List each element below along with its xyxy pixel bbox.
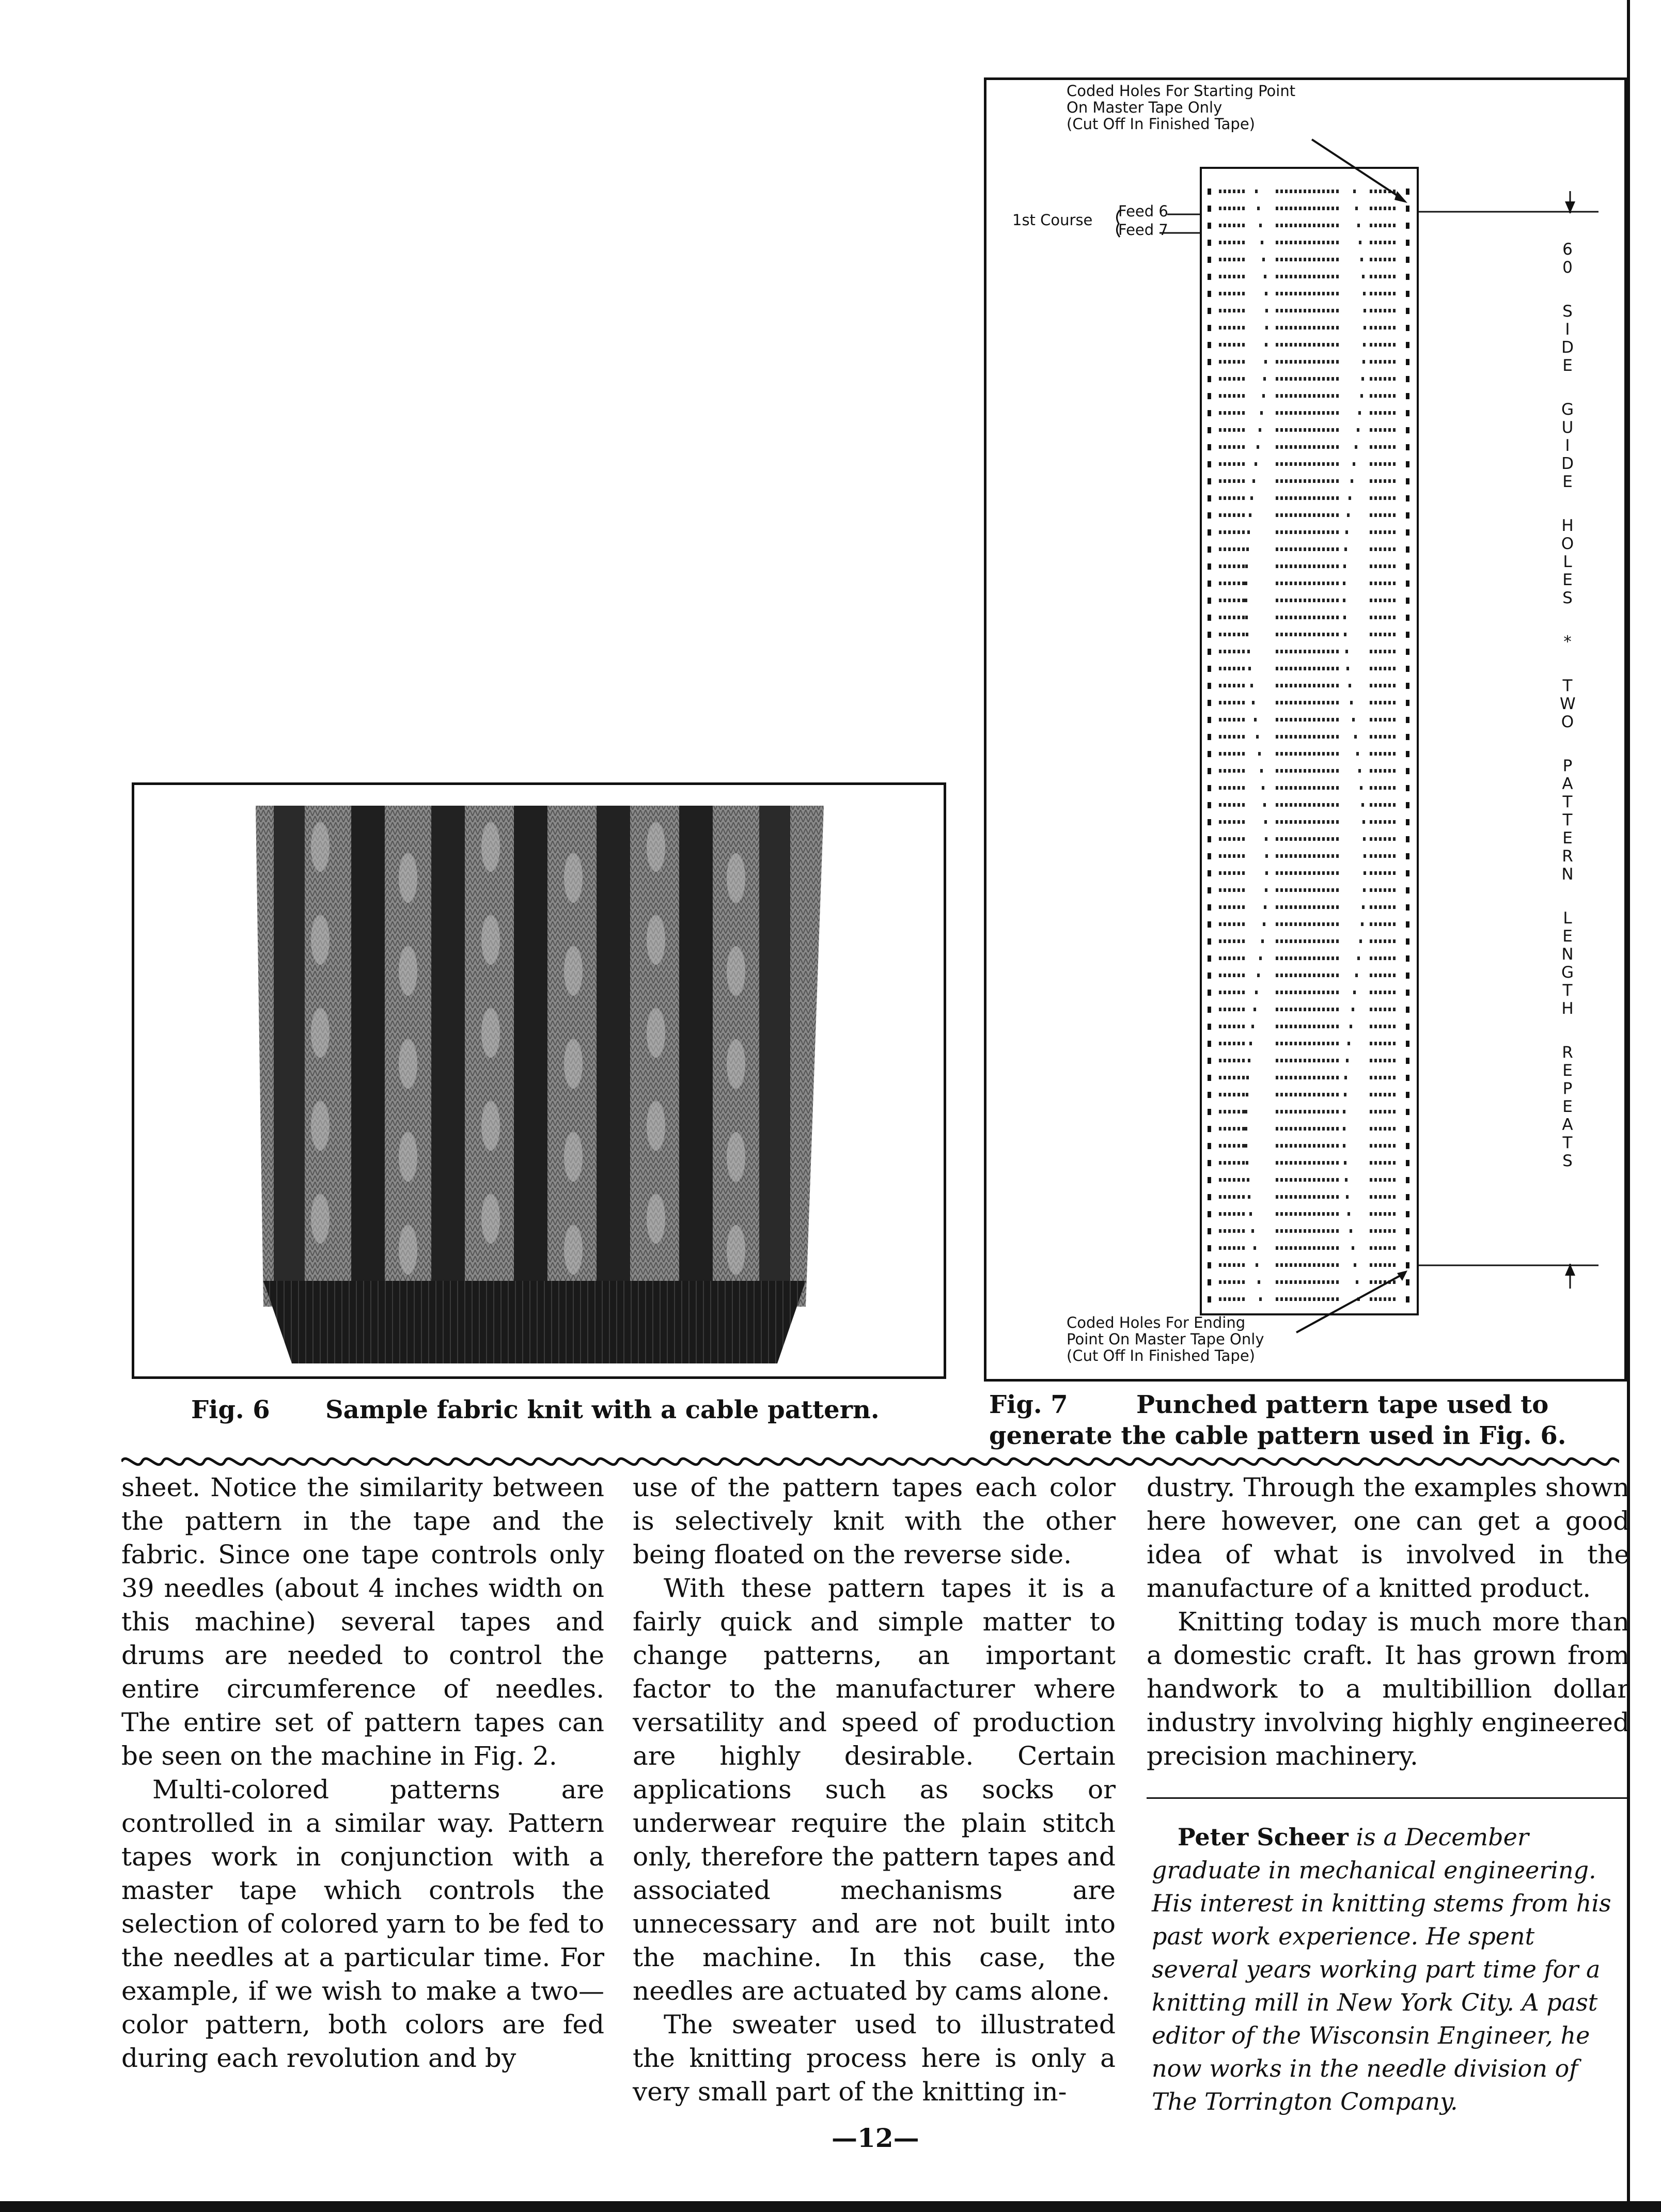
side-text-letter: S: [1562, 1152, 1573, 1170]
side-text-letter: E: [1562, 927, 1573, 946]
bio-divider-rule: [1147, 1797, 1627, 1799]
side-text-letter: I: [1565, 320, 1570, 339]
fig7-caption-line2: generate the cable pattern used in Fig. 6.: [989, 1421, 1566, 1450]
side-text-letter: T: [1562, 811, 1573, 829]
side-text-letter: I: [1565, 436, 1570, 455]
fig7-end-note-line3: (Cut Off In Finished Tape): [1067, 1347, 1255, 1364]
fig6-image-frame: [132, 782, 946, 1379]
author-bio: [1152, 1821, 1627, 2118]
side-text-letter: O: [1561, 713, 1574, 731]
side-text-letter: U: [1561, 418, 1574, 437]
author-bio-text: is a December graduate in mechanical engineering. His interest in knitting stems from his past work experience. He spent several years working part time for a knitting mill in New York City. A past editor of the Wisconsin Engineer, he now works in the needle division of The Torrington Company.: [1152, 1823, 1611, 2115]
side-text-letter: P: [1562, 1079, 1573, 1098]
side-text-letter: N: [1561, 865, 1574, 884]
side-text-letter: E: [1562, 571, 1573, 589]
fig7-caption-label: Fig. 7: [989, 1390, 1068, 1419]
side-text-letter: S: [1562, 302, 1573, 321]
fig7-end-note-line2: Point On Master Tape Only: [1067, 1330, 1264, 1348]
side-text-letter: O: [1561, 535, 1574, 553]
cable-stripes: [274, 806, 790, 1281]
side-text-letter: H: [1561, 516, 1574, 535]
col2-paragraph-1: use of the pattern tapes each color is selectively knit with the other being floated on the reverse side.: [633, 1472, 1116, 1570]
side-text-letter: *: [1563, 633, 1572, 651]
text-column-3: [1147, 1471, 1629, 1773]
side-text-letter: G: [1561, 400, 1574, 419]
col2-paragraph-2: With these pattern tapes it is a fairly quick and simple matter to change patterns, an important factor to the manufacturer where versatility and speed of production are highly desirable. Certain applications such as socks or underwear require the plain stitch only, therefore the pattern tapes and associated mechanisms are unnecessary and are not built into the machine. In this case, the needles are actuated by cams alone.: [633, 1573, 1116, 2006]
side-text-letter: A: [1562, 775, 1573, 793]
side-text-letter: T: [1562, 793, 1573, 811]
side-text-letter: R: [1562, 1043, 1573, 1062]
page-border-right: [1627, 0, 1630, 2212]
wavy-divider: [121, 1451, 1619, 1472]
ribbed-cuff: [263, 1281, 806, 1363]
col3-paragraph-1: dustry. Through the examples shown here however, one can get a good idea of what is involved in the manufacture of a knitted product.: [1147, 1472, 1629, 1603]
side-text-letter: 0: [1562, 258, 1573, 277]
side-text-letter: T: [1562, 677, 1573, 695]
side-text-letter: H: [1561, 999, 1574, 1018]
text-column-2: [633, 1471, 1116, 2109]
side-text-letter: E: [1562, 1061, 1573, 1080]
side-text-letter: E: [1562, 356, 1573, 375]
fig7-caption-line1: Punched pattern tape used to: [1136, 1390, 1549, 1419]
text-column-1: [121, 1471, 604, 2075]
fig7-start-note-line1: Coded Holes For Starting Point: [1067, 82, 1296, 100]
punched-tape: [1201, 168, 1418, 1314]
side-text-letter: P: [1562, 757, 1573, 775]
author-name: Peter Scheer: [1178, 1823, 1349, 1851]
side-text-letter: T: [1562, 981, 1573, 1000]
fig7-diagram-frame: [984, 77, 1627, 1382]
side-text-letter: T: [1562, 1134, 1573, 1152]
fig7-feed-6-label: Feed 6: [1118, 202, 1168, 220]
side-text-letter: D: [1561, 454, 1574, 473]
fig7-end-note-line1: Coded Holes For Ending: [1067, 1314, 1246, 1331]
fig7-start-note-line2: On Master Tape Only: [1067, 99, 1223, 116]
side-text-letter: A: [1562, 1116, 1573, 1134]
side-text-letter: W: [1560, 695, 1576, 713]
side-text-letter: R: [1562, 847, 1573, 866]
col3-paragraph-2: Knitting today is much more than a domestic craft. It has grown from handwork to a multibillion dollar industry involving highly engineered precision machinery.: [1147, 1607, 1629, 1771]
side-text-letter: L: [1563, 909, 1572, 928]
fig6-caption-label: Fig. 6: [191, 1395, 270, 1424]
col1-paragraph-1: sheet. Notice the similarity between the pattern in the tape and the fabric. Since one tape controls only 39 needles (about 4 inches width on this machine) several tapes and drums are needed to control the entire circumference of needles. The entire set of pattern tapes can be seen on the machine in Fig. 2.: [121, 1472, 604, 1771]
col1-paragraph-2: Multi-colored patterns are controlled in a similar way. Pattern tapes work in conjunction with a master tape which controls the selection of colored yarn to be fed to the needles at a particular time. For example, if we wish to make a two—color pattern, both colors are fed during each revolution and by: [121, 1775, 604, 2073]
side-text-letter: E: [1562, 829, 1573, 848]
fig7-course-label: 1st Course: [1012, 211, 1093, 229]
fig7-start-note-line3: (Cut Off In Finished Tape): [1067, 115, 1255, 133]
side-text-letter: G: [1561, 963, 1574, 982]
side-text-letter: E: [1562, 473, 1573, 491]
page-number: —12—: [832, 2123, 919, 2153]
side-text-letter: N: [1561, 945, 1574, 964]
punched-tape-diagram: [986, 80, 1624, 1379]
side-text-letter: L: [1563, 553, 1572, 571]
side-text-letter: E: [1562, 1097, 1573, 1116]
side-text-letter: S: [1562, 589, 1573, 607]
side-text-letter: D: [1561, 338, 1574, 357]
fig7-feed-7-label: Feed 7: [1118, 221, 1168, 239]
fig6-caption-text: Sample fabric knit with a cable pattern.: [325, 1395, 880, 1424]
side-text-letter: 6: [1562, 240, 1573, 259]
col2-paragraph-3: The sweater used to illustrated the knitting process here is only a very small part of the knitting in-: [633, 2010, 1116, 2107]
page-border-bottom: [0, 2201, 1661, 2212]
fig6-sleeve-illustration: [134, 785, 944, 1376]
